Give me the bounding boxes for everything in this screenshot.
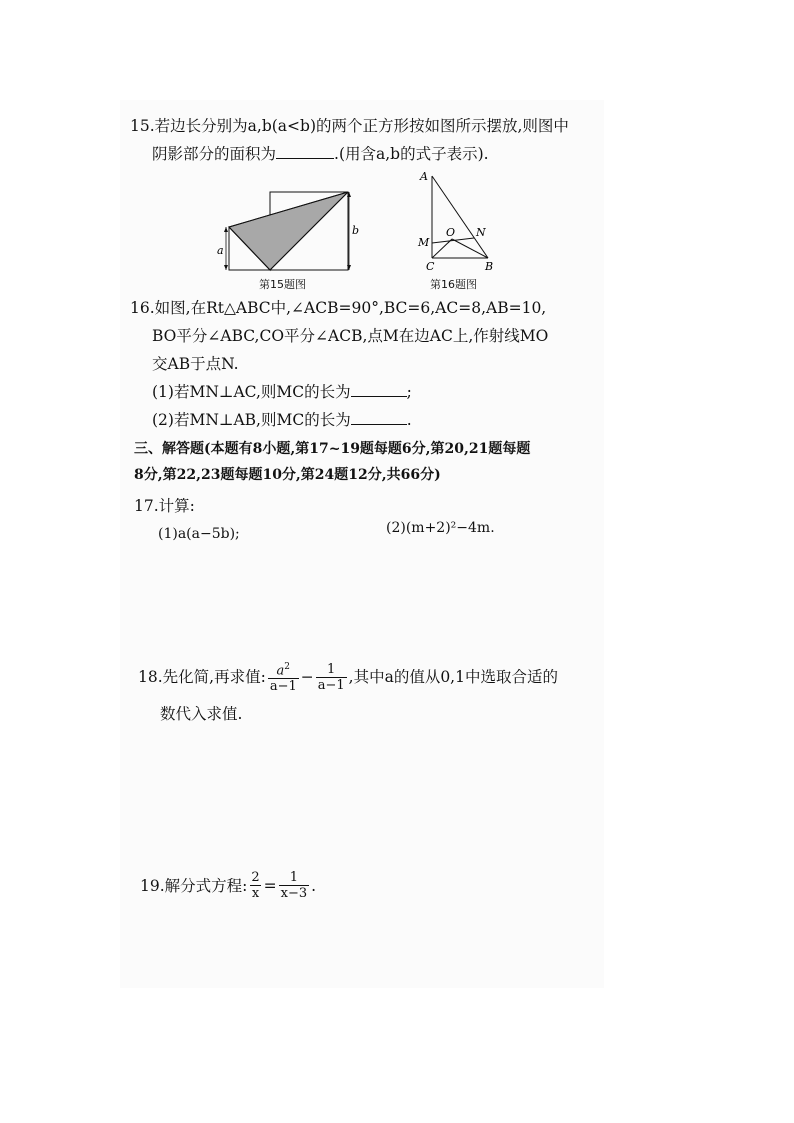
q18-frac1-den: a−1 <box>269 679 297 695</box>
q17-part2: (2)(m+2)²−4m. <box>386 520 495 536</box>
q18-frac2-num: 1 <box>327 661 336 677</box>
fig15-caption: 第15题图 <box>259 278 306 291</box>
q19-frac1-den: x <box>251 886 260 901</box>
q18-frac1-num-exp: 2 <box>284 662 291 672</box>
q19-suffix: . <box>311 876 317 895</box>
q18-frac2-den: a−1 <box>317 677 345 693</box>
q16-sub1-prefix: (1)若MN⊥AC,则MC的长为 <box>152 383 351 401</box>
q18-fraction-1 <box>268 660 299 694</box>
q19-line <box>140 870 316 901</box>
q16-sub2-prefix: (2)若MN⊥AB,则MC的长为 <box>152 411 351 429</box>
section3-heading: 三、解答题(本题有8小题,第17~19题每题6分,第20,21题每题 <box>134 441 531 457</box>
q18-fraction-2 <box>316 662 347 693</box>
q19-frac1-num: 2 <box>251 870 260 885</box>
q15-line2 <box>152 144 489 164</box>
q16-sub1 <box>152 382 412 402</box>
q18-line2: 数代入求值. <box>160 705 243 723</box>
q15-answer-blank[interactable] <box>276 144 334 159</box>
q18-frac1-num-base: a <box>276 663 285 679</box>
q19-fraction-2 <box>279 870 310 901</box>
q19-frac2-den: x−3 <box>280 886 308 901</box>
q18-line1 <box>138 660 558 694</box>
q16-line2: BO平分∠ABC,CO平分∠ACB,点M在边AC上,作射线MO <box>152 327 549 345</box>
fig16-label-B: B <box>485 260 494 273</box>
fig16-caption: 第16题图 <box>430 278 477 291</box>
q16-sub2 <box>152 410 412 430</box>
q19-fraction-1 <box>249 870 261 901</box>
q15-line2-suffix: .(用含a,b的式子表示). <box>334 145 489 163</box>
q19-prefix: 19.解分式方程: <box>140 876 248 895</box>
q19-frac2-num: 1 <box>289 870 299 885</box>
fig16-label-O: O <box>446 226 456 239</box>
q17-part1: (1)a(a−5b); <box>158 526 240 542</box>
fig16-label-N: N <box>476 226 486 239</box>
q18-suffix: ,其中a的值从0,1中选取合适的 <box>348 668 558 687</box>
fig15-label-a: a <box>217 244 224 257</box>
figure-15 <box>212 188 362 272</box>
q17-title: 17.计算: <box>134 497 195 515</box>
q18-minus: − <box>300 668 314 687</box>
q16-sub1-answer-blank[interactable] <box>351 382 407 397</box>
q15-line2-prefix: 阴影部分的面积为 <box>152 145 277 163</box>
q15-line1: 15.若边长分别为a,b(a<b)的两个正方形按如图所示摆放,则图中 <box>130 117 569 135</box>
q16-line1: 16.如图,在Rt△ABC中,∠ACB=90°,BC=6,AC=8,AB=10, <box>130 299 547 317</box>
q16-line3: 交AB于点N. <box>152 355 239 373</box>
q18-prefix: 18.先化简,再求值: <box>138 668 266 687</box>
exam-sheet <box>120 100 604 988</box>
q16-sub2-answer-blank[interactable] <box>351 410 407 425</box>
q19-equals: = <box>263 876 277 895</box>
fig16-label-M: M <box>418 236 430 249</box>
fig16-label-A: A <box>420 170 428 183</box>
q16-sub1-suffix: ; <box>406 383 412 401</box>
fig16-label-C: C <box>426 260 435 273</box>
q16-sub2-suffix: . <box>406 411 412 429</box>
section3-heading-line2: 8分,第22,23题每题10分,第24题12分,共66分) <box>134 467 441 483</box>
figure-16 <box>412 166 502 274</box>
fig15-label-b: b <box>352 224 360 237</box>
